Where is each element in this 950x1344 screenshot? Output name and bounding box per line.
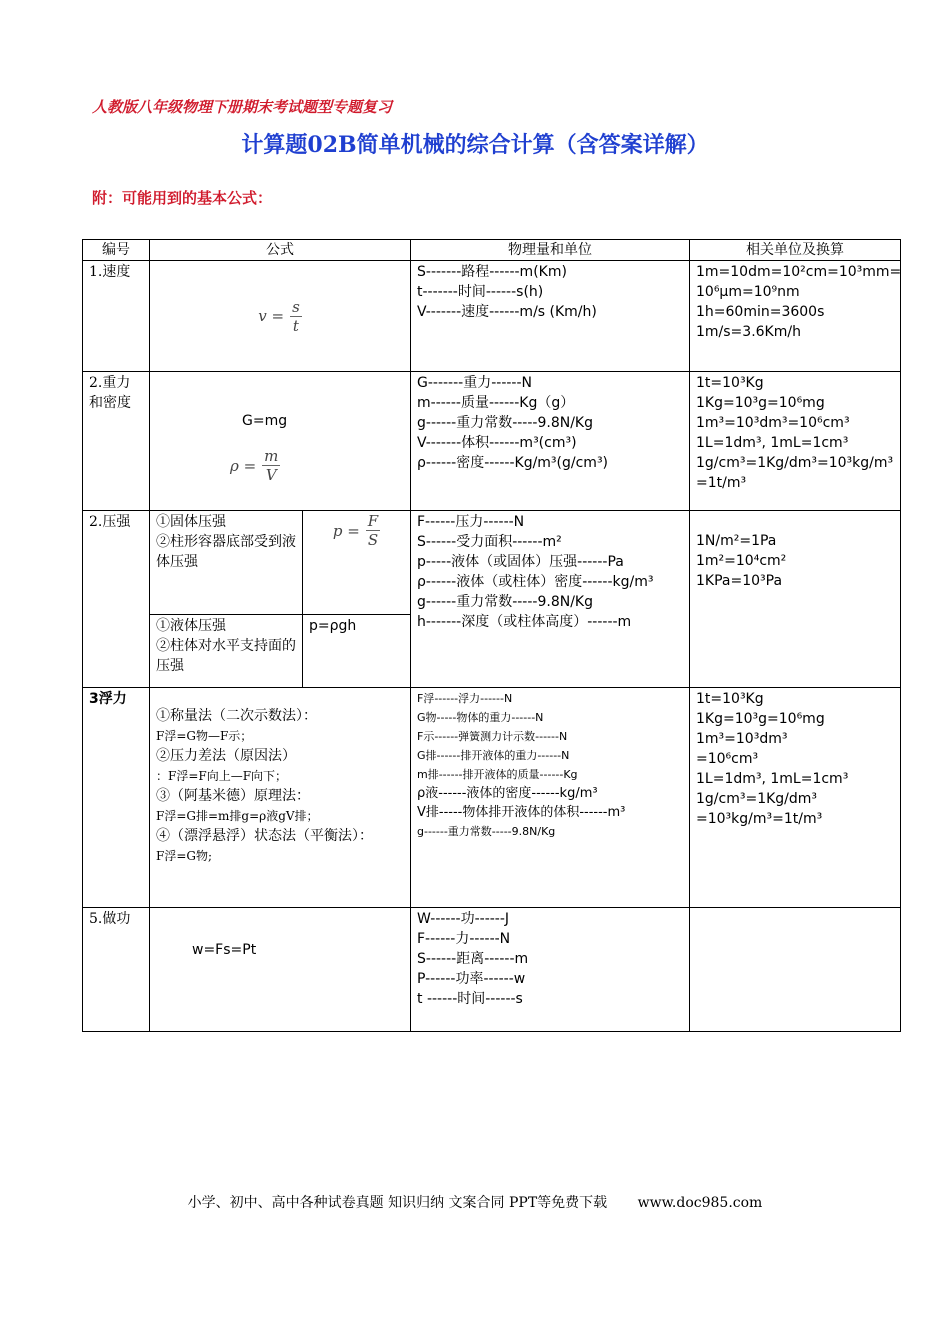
list-item: 1KPa=10³Pa — [696, 573, 783, 589]
formula-lhs: v — [258, 307, 267, 325]
pressure-conversions — [690, 511, 901, 688]
list-item: 1L=1dm³, 1mL=1cm³ — [696, 435, 849, 451]
list-item: 10⁶μm=10⁹nm — [696, 284, 800, 300]
list-item: V-------体积------m³(cm³) — [417, 435, 577, 451]
formula-denominator: t — [292, 316, 299, 335]
page-title: 计算题02B简单机械的综合计算（含答案详解） — [241, 132, 709, 158]
list-item: F浮=G物—F示； — [156, 729, 253, 743]
list-item: ④（漂浮悬浮）状态法（平衡法）： — [156, 828, 373, 844]
density-formula: ρ = $\frac{m}{V}$ — [230, 447, 279, 484]
formula-lhs: ρ — [230, 456, 239, 475]
pressure-sub-solid: ①固体压强 ②柱形容器底部受到液体压强 — [150, 511, 303, 615]
list-item: S-------路程------m(Km) — [417, 264, 567, 280]
gravity-formula: G=mg — [242, 413, 288, 429]
pressure-formula: p = $\frac{F}{S}$ — [332, 512, 379, 549]
formula-denominator: S — [367, 531, 379, 549]
list-item: 1N/m²=1Pa — [696, 533, 777, 549]
list-item: =10⁶cm³ — [696, 751, 759, 767]
list-item: F示------弹簧测力计示数------N — [417, 730, 568, 743]
list-item: 1t=10³Kg — [696, 691, 764, 707]
liquid-pressure-formula: p=ρgh — [303, 615, 411, 688]
list-item: 1Kg=10³g=10⁶mg — [696, 395, 825, 411]
list-item: ②压力差法（原因法） — [156, 748, 296, 764]
table-row-work — [83, 908, 901, 1032]
list-item: W------功------J — [417, 911, 510, 927]
list-item: ：F浮=F向上—F向下； — [156, 769, 288, 783]
list-item: F------压力------N — [417, 514, 525, 530]
list-item: 1m³=10³dm³ — [696, 731, 788, 747]
table-row-gravity — [83, 372, 901, 511]
gravity-conversions — [690, 372, 901, 511]
list-item: F浮------浮力------N — [417, 692, 513, 705]
buoyancy-conversions — [690, 688, 901, 908]
list-item: m------质量------Kg（g） — [417, 395, 575, 411]
footer-text: 小学、初中、高中各种试卷真题 知识归纳 文案合同 PPT等免费下载 — [187, 1195, 608, 1211]
list-item: F浮=G物; — [156, 849, 213, 863]
list-item: 1g/cm³=1Kg/dm³=10³kg/m³ — [696, 455, 894, 471]
work-formula: w=Fs=Pt — [150, 908, 411, 1032]
formula-lhs: p — [332, 521, 343, 540]
list-item: F浮=G排=m排g=ρ液gV排； — [156, 809, 319, 823]
footer — [0, 1192, 950, 1212]
list-item: h-------深度（或柱体高度）------m — [417, 614, 632, 630]
list-item: 1m/s=3.6Km/h — [696, 324, 801, 340]
row-label-work: 5.做功 — [83, 908, 150, 1032]
formula-numerator: F — [367, 512, 379, 530]
row-label-buoyancy: 3浮力 — [83, 688, 150, 908]
list-item: F------力------N — [417, 931, 511, 947]
list-item: V排-----物体排开液体的体积------m³ — [417, 805, 626, 820]
list-item: G物-----物体的重力------N — [417, 711, 544, 724]
list-item: ρ液------液体的密度------kg/m³ — [417, 786, 598, 801]
list-item: g------重力常数-----9.8N/Kg — [417, 594, 593, 610]
list-item: 1m=10dm=10²cm=10³mm= — [696, 264, 902, 280]
list-item: m排------排开液体的质量------Kg — [417, 768, 578, 781]
list-item: G-------重力------N — [417, 375, 532, 391]
buoyancy-quantities — [411, 688, 690, 908]
speed-formula: v = $\frac{s}{t}$ — [258, 297, 300, 335]
gravity-quantities — [411, 372, 690, 511]
formula-table — [82, 239, 901, 1032]
list-item: p-----液体（或固体）压强------Pa — [417, 554, 624, 570]
list-item: V-------速度------m/s (Km/h) — [417, 304, 597, 320]
row-label-gravity: 2.重力和密度 — [83, 372, 150, 511]
work-conversions — [690, 908, 901, 1032]
list-item: S------距离------m — [417, 951, 529, 967]
list-item: =1t/m³ — [696, 475, 747, 491]
header-quantities: 物理量和单位 — [411, 240, 690, 261]
row-label-pressure: 2.压强 — [83, 511, 150, 688]
list-item: S------受力面积------m² — [417, 534, 562, 550]
appendix-heading: 附：可能用到的基本公式： — [92, 189, 273, 207]
formula-numerator: m — [264, 447, 279, 465]
list-item: 1m³=10³dm³=10⁶cm³ — [696, 415, 850, 431]
header-conversions: 相关单位及换算 — [690, 240, 901, 261]
list-item: 1t=10³Kg — [696, 375, 764, 391]
list-item: 1Kg=10³g=10⁶mg — [696, 711, 825, 727]
table-row-buoyancy — [83, 688, 901, 908]
list-item: ρ------密度------Kg/m³(g/cm³) — [417, 455, 609, 471]
list-item: ρ------液体（或柱体）密度------kg/m³ — [417, 574, 654, 590]
buoyancy-methods — [150, 688, 411, 908]
list-item: 1m²=10⁴cm² — [696, 553, 787, 569]
list-item: g------重力常数-----9.8N/Kg — [417, 825, 556, 838]
formula-denominator: V — [265, 466, 277, 484]
list-item: 1g/cm³=1Kg/dm³ — [696, 791, 818, 807]
list-item: 1L=1dm³, 1mL=1cm³ — [696, 771, 849, 787]
pressure-sub-liquid: ①液体压强 ②柱体对水平支持面的压强 — [150, 615, 303, 688]
list-item: ③（阿基米德）原理法： — [156, 788, 310, 804]
list-item: t-------时间------s(h) — [417, 284, 544, 300]
speed-quantities — [411, 261, 690, 372]
series-subtitle: 人教版八年级物理下册期末考试题型专题复习 — [92, 98, 393, 116]
list-item: g------重力常数-----9.8N/Kg — [417, 415, 593, 431]
table-header-row — [83, 240, 901, 261]
pressure-formula-cell — [303, 511, 411, 615]
header-number: 编号 — [83, 240, 150, 261]
list-item: G排------排开液体的重力------N — [417, 749, 570, 762]
work-quantities — [411, 908, 690, 1032]
table-row-pressure — [83, 511, 901, 615]
header-formula: 公式 — [150, 240, 411, 261]
formula-numerator: s — [292, 297, 300, 316]
speed-conversions — [690, 261, 901, 372]
list-item: =10³kg/m³=1t/m³ — [696, 811, 823, 827]
list-item: 1h=60min=3600s — [696, 304, 825, 320]
speed-formula-cell — [150, 261, 411, 372]
footer-site-link[interactable]: www.doc985.com — [637, 1195, 763, 1211]
gravity-formula-cell — [150, 372, 411, 511]
list-item: ①称量法（二次示数法）： — [156, 708, 317, 724]
list-item: P------功率------w — [417, 971, 526, 987]
list-item: t ------时间------s — [417, 991, 523, 1007]
pressure-quantities — [411, 511, 690, 688]
row-label-speed: 1.速度 — [83, 261, 150, 372]
table-row-speed — [83, 261, 901, 372]
